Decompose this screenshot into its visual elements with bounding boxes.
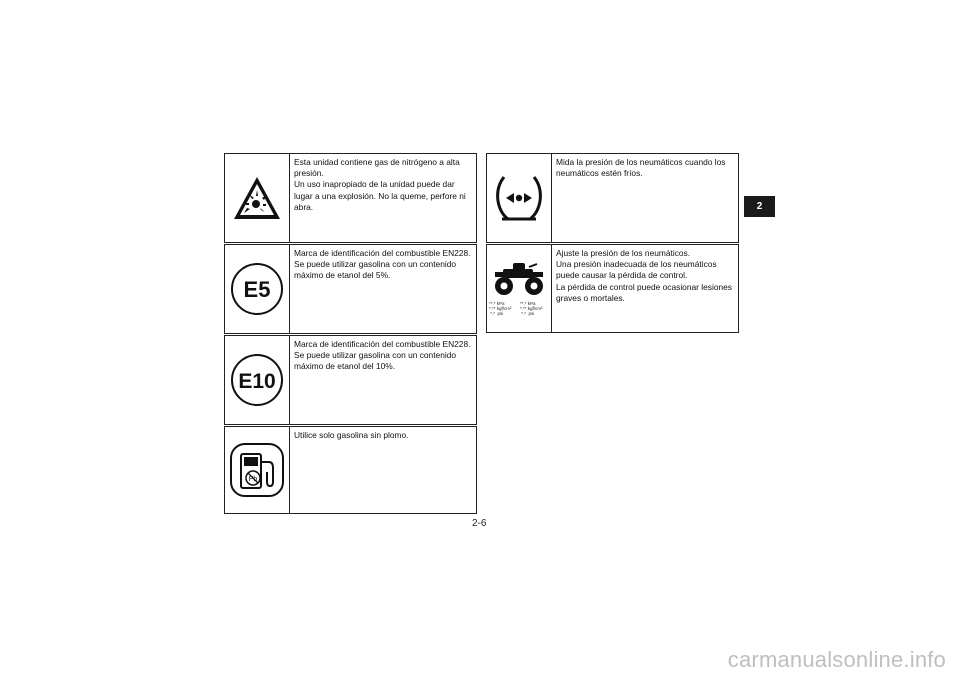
e10-label: E10	[238, 370, 276, 393]
label-row-tire-cold	[486, 153, 739, 243]
tire-cold-text: Mida la presión de los neumáticos cuando los neumáticos estén fríos.	[556, 157, 726, 179]
unleaded-fuel-icon	[225, 427, 290, 513]
e10-fuel-text: Marca de identificación del combustible EN228. Se puede utilizar gasolina con un contenido máximo de etanol del 10%.	[294, 339, 471, 372]
tire-adjust-text: Ajuste la presión de los neumáticos. Una presión inadecuada de los neumáticos puede causar la pérdida de control. La pérdida de control puede ocasionar lesiones graves o mortales.	[556, 248, 732, 303]
front-pressure-label: **.* kPa *.** kgf/cm² *.* psi	[489, 301, 512, 316]
watermark: carmanualsonline.info	[727, 647, 946, 672]
svg-text:Pb: Pb	[248, 476, 258, 483]
label-row-nitrogen	[224, 153, 477, 243]
page-number: 2-6	[472, 518, 487, 529]
tire-pressure-icon	[487, 154, 552, 242]
explosion-warning-icon	[225, 154, 290, 242]
nitrogen-warning-text: Esta unidad contiene gas de nitrógeno a alta presión. Un uso inapropiado de la unidad puede dar lugar a una explosión. No la queme, perfore ni abra.	[294, 157, 466, 212]
e5-fuel-icon	[225, 245, 290, 333]
chapter-tab: 2	[744, 196, 775, 217]
label-row-tire-adjust	[486, 244, 739, 333]
label-row-e10	[224, 335, 477, 425]
unleaded-fuel-text: Utilice solo gasolina sin plomo.	[294, 430, 409, 440]
e10-fuel-icon	[225, 336, 290, 424]
atv-icon	[487, 245, 552, 332]
e5-label: E5	[243, 277, 271, 302]
e5-fuel-text: Marca de identificación del combustible EN228. Se puede utilizar gasolina con un contenido máximo de etanol del 5%.	[294, 248, 471, 281]
label-row-e5	[224, 244, 477, 334]
rear-pressure-label: **.* kPa *.** kgf/cm² *.* psi	[520, 301, 543, 316]
label-row-unleaded	[224, 426, 477, 514]
